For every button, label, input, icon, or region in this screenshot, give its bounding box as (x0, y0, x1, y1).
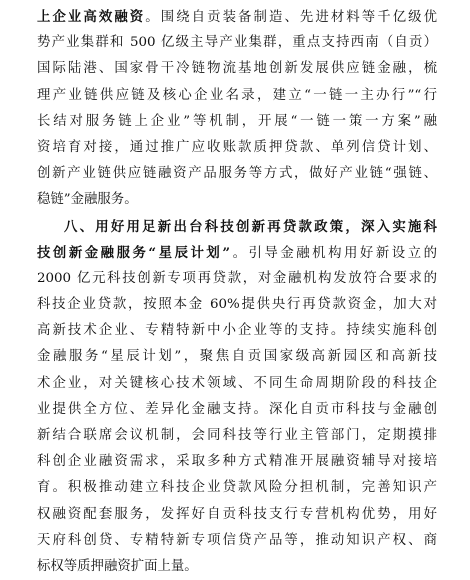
text-line (37, 56, 437, 82)
text-line (37, 449, 437, 475)
text-run: 权融资配套服务，发挥好自贡科技支行专营机构优势，用好 (37, 507, 437, 522)
text-line (37, 187, 437, 213)
text-line (37, 266, 437, 292)
text-run: 育。积极推动建立科技企业贷款风险分担机制，完善知识产 (37, 480, 437, 495)
text-run: 创新产业链供应链融资产品服务等方式，做好产业链“强链、 (37, 166, 437, 181)
document-page (37, 4, 437, 580)
text-run: 高新技术企业、专精特新中小企业等的支持。持续实施科创 (37, 323, 437, 338)
text-line (37, 528, 437, 554)
text-run: 术企业，对关键核心技术领域、不同生命周期阶段的科技企 (37, 376, 437, 391)
text-run: 科创企业融资需求，采取多种方式精准开展融资辅导对接培 (37, 454, 437, 469)
text-run: 理产业链供应链及核心企业名录，建立“一链一主办行”“行 (37, 88, 437, 103)
section-heading-text: 八、用好用足新出台科技创新再贷款政策，深入实施科 (64, 219, 437, 235)
section-heading-line (37, 214, 437, 240)
text-line (37, 4, 437, 30)
paragraph-supply-chain-finance (37, 4, 437, 214)
text-run: 。引导金融机构用好新设立的 (230, 246, 437, 261)
text-line (37, 423, 437, 449)
text-line (37, 475, 437, 501)
text-line (37, 109, 437, 135)
text-line (37, 502, 437, 528)
text-run: 长结对服务链上企业”等机制，开展“一链一策一方案”融 (37, 114, 437, 129)
text-run: 。围绕自贡装备制造、先进材料等千亿级优 (145, 10, 437, 25)
text-run: 天府科创贷、专精特新专项信贷产品等，推动知识产权、商 (37, 533, 437, 548)
section-heading-line (37, 240, 437, 266)
text-run: 资培育对接，通过推广应收账款质押贷款、单列信贷计划、 (37, 140, 437, 155)
paragraph-section-eight-tech-innovation (37, 214, 437, 580)
text-line (37, 318, 437, 344)
text-run: 势产业集群和 500 亿级主导产业集群，重点支持西南（自贡） (37, 35, 437, 50)
text-line (37, 554, 437, 580)
text-run: 标权等质押融资扩面上量。 (37, 559, 198, 574)
text-line (37, 135, 437, 161)
bold-lead-text: 上企业高效融资 (37, 9, 145, 25)
text-line (37, 292, 437, 318)
text-run: 国际陆港、国家骨干冷链物流基地创新发展供应链金融，梳 (37, 61, 437, 76)
text-line (37, 83, 437, 109)
section-heading-text: 技创新金融服务“星辰计划” (37, 245, 230, 261)
text-line (37, 397, 437, 423)
text-run: 科技企业贷款，按照本金 60%提供央行再贷款资金，加大对 (37, 297, 437, 312)
text-line (37, 161, 437, 187)
text-line (37, 30, 437, 56)
text-run: 新结合联席会议机制，会同科技等行业主管部门，定期摸排 (37, 428, 437, 443)
text-run: 2000 亿元科技创新专项再贷款，对金融机构发放符合要求的 (37, 271, 437, 286)
text-run: 金融服务“星辰计划”，聚焦自贡国家级高新园区和高新技 (37, 349, 437, 364)
text-run: 业提供全方位、差异化金融支持。深化自贡市科技与金融创 (37, 402, 437, 417)
text-run: 稳链”金融服务。 (37, 192, 138, 207)
text-line (37, 371, 437, 397)
text-line (37, 344, 437, 370)
